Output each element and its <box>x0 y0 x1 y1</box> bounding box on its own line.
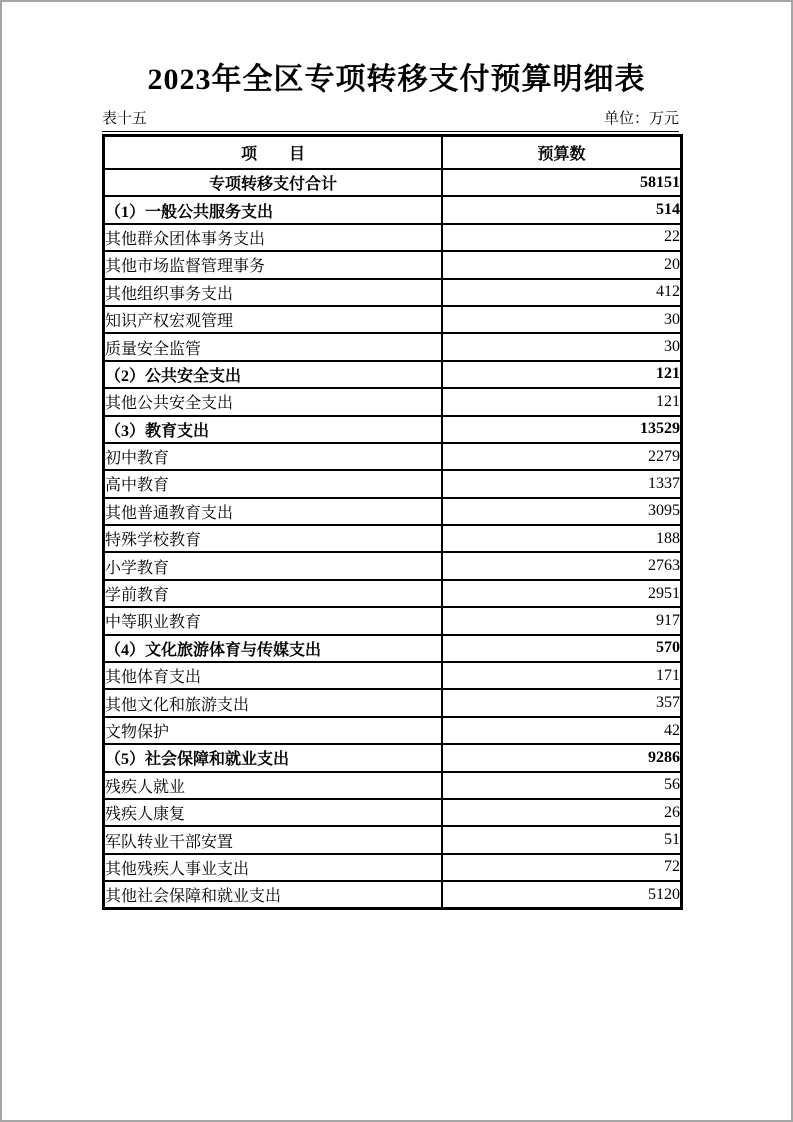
budget-value: 570 <box>442 635 682 662</box>
item-label: （2）公共安全支出 <box>104 361 443 388</box>
table-row <box>104 279 682 306</box>
budget-value: 121 <box>442 361 682 388</box>
budget-value: 5120 <box>442 881 682 908</box>
table-row <box>104 717 682 744</box>
budget-value: 72 <box>442 854 682 881</box>
table-row <box>104 744 682 771</box>
budget-value: 9286 <box>442 744 682 771</box>
item-label: 其他体育支出 <box>104 662 443 689</box>
table-row <box>104 580 682 607</box>
item-label: （4）文化旅游体育与传媒支出 <box>104 635 443 662</box>
budget-value: 188 <box>442 525 682 552</box>
table-row <box>104 662 682 689</box>
table-number-label: 表十五 <box>102 111 148 127</box>
budget-value: 51 <box>442 826 682 853</box>
budget-value: 22 <box>442 224 682 251</box>
table-row <box>104 635 682 662</box>
table-row <box>104 854 682 881</box>
table-row <box>104 525 682 552</box>
unit-label: 单位：万元 <box>603 111 679 127</box>
column-header-item: 项 目 <box>104 136 443 170</box>
page-title: 2023年全区专项转移支付预算明细表 <box>147 63 646 96</box>
budget-value: 121 <box>442 388 682 415</box>
budget-value: 357 <box>442 689 682 716</box>
table-row <box>104 224 682 251</box>
table-row <box>104 826 682 853</box>
item-label: 高中教育 <box>104 470 443 497</box>
budget-value: 2763 <box>442 552 682 579</box>
table-row <box>104 607 682 634</box>
item-label: 小学教育 <box>104 552 443 579</box>
table-row <box>104 443 682 470</box>
table-row <box>104 251 682 278</box>
budget-value: 514 <box>442 196 682 223</box>
budget-value: 412 <box>442 279 682 306</box>
item-label: （5）社会保障和就业支出 <box>104 744 443 771</box>
budget-value: 3095 <box>442 498 682 525</box>
item-label: 其他普通教育支出 <box>104 498 443 525</box>
budget-value: 58151 <box>442 169 682 196</box>
item-label: 其他组织事务支出 <box>104 279 443 306</box>
item-label: 其他群众团体事务支出 <box>104 224 443 251</box>
table-row <box>104 333 682 360</box>
budget-table <box>102 134 683 910</box>
item-label: （3）教育支出 <box>104 416 443 443</box>
item-label: 特殊学校教育 <box>104 525 443 552</box>
item-label: 其他残疾人事业支出 <box>104 854 443 881</box>
budget-value: 1337 <box>442 470 682 497</box>
item-label: 中等职业教育 <box>104 607 443 634</box>
table-row <box>104 881 682 908</box>
budget-value: 171 <box>442 662 682 689</box>
column-header-budget: 预算数 <box>442 136 682 170</box>
item-label: 其他公共安全支出 <box>104 388 443 415</box>
table-row <box>104 169 682 196</box>
item-label: 知识产权宏观管理 <box>104 306 443 333</box>
item-label: 文物保护 <box>104 717 443 744</box>
budget-value: 917 <box>442 607 682 634</box>
item-label: 残疾人康复 <box>104 799 443 826</box>
item-label: 残疾人就业 <box>104 772 443 799</box>
table-row <box>104 772 682 799</box>
table-caption <box>102 107 679 132</box>
item-label: 其他市场监督管理事务 <box>104 251 443 278</box>
table-row <box>104 552 682 579</box>
table-row <box>104 498 682 525</box>
table-row <box>104 388 682 415</box>
budget-value: 2951 <box>442 580 682 607</box>
item-label: （1）一般公共服务支出 <box>104 196 443 223</box>
budget-value: 30 <box>442 306 682 333</box>
item-label: 专项转移支付合计 <box>104 169 443 196</box>
table-row <box>104 799 682 826</box>
budget-value: 20 <box>442 251 682 278</box>
budget-value: 42 <box>442 717 682 744</box>
budget-value: 30 <box>442 333 682 360</box>
item-label: 其他文化和旅游支出 <box>104 689 443 716</box>
table-row <box>104 416 682 443</box>
table-row <box>104 361 682 388</box>
budget-value: 56 <box>442 772 682 799</box>
budget-value: 2279 <box>442 443 682 470</box>
item-label: 初中教育 <box>104 443 443 470</box>
header-row <box>104 136 682 170</box>
item-label: 其他社会保障和就业支出 <box>104 881 443 908</box>
table-row <box>104 306 682 333</box>
item-label: 质量安全监管 <box>104 333 443 360</box>
item-label: 学前教育 <box>104 580 443 607</box>
budget-value: 26 <box>442 799 682 826</box>
table-row <box>104 689 682 716</box>
table-row <box>104 196 682 223</box>
table-row <box>104 470 682 497</box>
budget-value: 13529 <box>442 416 682 443</box>
item-label: 军队转业干部安置 <box>104 826 443 853</box>
